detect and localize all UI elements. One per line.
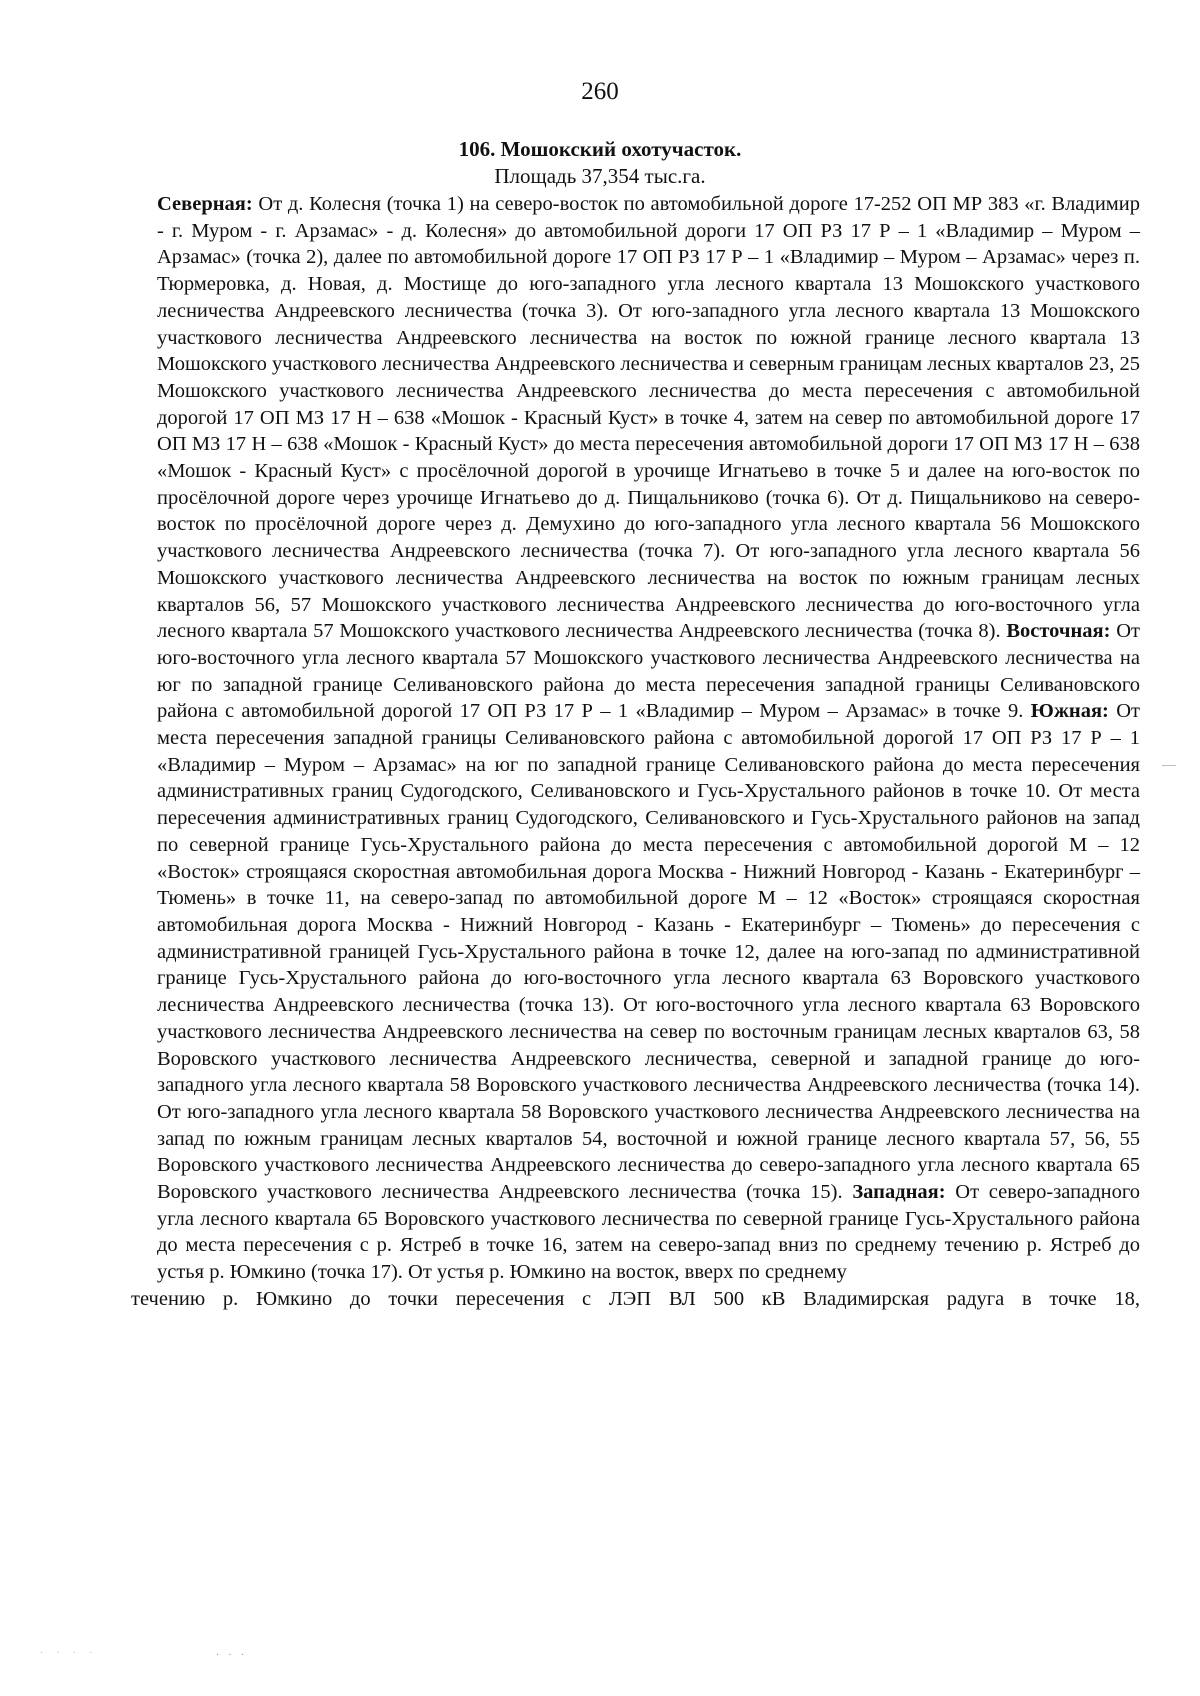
south-boundary-label: Южная:: [1030, 700, 1109, 723]
north-boundary-text: От д. Колесня (точка 1) на северо-восток по автомобильной дороге 17-252 ОП МР 383 «г. Владимир - г. Муром - г. Арзамас» - д. Колесня» до автомобильной дороги 17 ОП РЗ 17 Р – 1 «Владимир – Муром – Арзамас» (точка 2), далее по автомобильной дороге 17 ОП РЗ 17 Р – 1 «Владимир – Муром – Арзамас» через п. Тюрмеровка, д. Новая, д. Мостище до юго-западного угла лесного квартала 13 Мошокского участкового лесничества Андреевского лесничества (точка 3). От юго-западного угла лесного квартала 13 Мошокского участкового лесничества Андреевского лесничества на восток по южной границе лесного квартала 13 Мошокского участкового лесничества Андреевского лесничества и северным границам лесных кварталов 23, 25 Мошокского участкового лесничества Андреевского лесничества до места пересечения с автомобильной дорогой 17 ОП МЗ 17 Н – 638 «Мошок - Красный Куст» в точке 4, затем на север по автомобильной дороге 17 ОП МЗ 17 Н – 638 «Мошок - Красный Куст» до места пересечения автомобильной дороги 17 ОП МЗ 17 Н – 638 «Мошок - Красный Куст» с просёлочной дорогой в урочище Игнатьево в точке 5 и далее на юго-восток по просёлочной дороге через урочище Игнатьево до д. Пищальниково (точка 6). От д. Пищальниково на северо-восток по просёлочной дороге через д. Демухино до юго-западного угла лесного квартала 56 Мошокского участкового лесничества Андреевского лесничества (точка 7). От юго-западного угла лесного квартала 56 Мошокского участкового лесничества Андреевского лесничества на восток по южным границам лесных кварталов 56, 57 Мошокского участкового лесничества Андреевского лесничества до юго-восточного угла лесного квартала 57 Мошокского участкового лесничества Андреевского лесничества (точка 8).: [157, 193, 1140, 643]
west-boundary-text: От северо-западного угла лесного квартала 65 Воровского участкового лесничества по северной границе Гусь-Хрустального района до места пересечения с р. Ястреб в точке 16, затем на северо-запад вниз по среднему течению р. Ястреб до устья р. Юмкино (точка 17). От устья р. Юмкино на восток, вверх по среднему: [157, 1181, 1140, 1284]
west-boundary-label: Западная:: [852, 1181, 946, 1204]
last-line: течению р. Юмкино до точки пересечения с ЛЭП ВЛ 500 кВ Владимирская радуга в точке 18,: [131, 1287, 1140, 1310]
north-boundary-label: Северная:: [157, 193, 253, 215]
section-title: 106. Мошокский охотучасток.: [458, 137, 742, 161]
boundary-description: [131, 191, 1140, 1313]
scan-artifact-dash: [1162, 765, 1176, 766]
scan-artifact-dots-left: · · · ·: [40, 1648, 98, 1659]
area-line: Площадь 37,354 тыс.га.: [494, 164, 706, 188]
south-boundary-text: От места пересечения западной границы Селивановского района с автомобильной дорогой 17 ОП РЗ 17 Р – 1 «Владимир – Муром – Арзамас» на юг по западной границе Селивановского района до места пересечения административных границ Судогодского, Селивановского и Гусь-Хрустального районов в точке 10. От места пересечения административных границ Судогодского, Селивановского и Гусь-Хрустального районов на запад по северной границе Гусь-Хрустального района до места пересечения с автомобильной дорогой М – 12 «Восток» строящаяся скоростная автомобильная дорога Москва - Нижний Новгород - Казань - Екатеринбург – Тюмень» в точке 11, на северо-запад по автомобильной дороге М – 12 «Восток» строящаяся скоростная автомобильная дорога Москва - Нижний Новгород - Казань - Екатеринбург – Тюмень» до пересечения с административной границей Гусь-Хрустального района в точке 12, далее на юго-запад по административной границе Гусь-Хрустального района до юго-восточного угла лесного квартала 63 Воровского участкового лесничества Андреевского лесничества (точка 13). От юго-восточного угла лесного квартала 63 Воровского участкового лесничества Андреевского лесничества на север по восточным границам лесных кварталов 63, 58 Воровского участкового лесничества Андреевского лесничества, северной и западной границе до юго-западного угла лесного квартала 58 Воровского участкового лесничества Андреевского лесничества (точка 14). От юго-западного угла лесного квартала 58 Воровского участкового лесничества Андреевского лесничества на запад по южным границам лесных кварталов 54, восточной и южной границе лесного квартала 57, 56, 55 Воровского участкового лесничества Андреевского лесничества до северо-западного угла лесного квартала 65 Воровского участкового лесничества Андреевского лесничества (точка 15).: [157, 700, 1140, 1204]
east-boundary-label: Восточная:: [1006, 620, 1111, 643]
east-boundary-text: От юго-восточного угла лесного квартала 57 Мошокского участкового лесничества Андреевского лесничества на юг по западной границе Селивановского района до места пересечения западной границы Селивановского района с автомобильной дорогой 17 ОП РЗ 17 Р – 1 «Владимир – Муром – Арзамас» в точке 9.: [157, 620, 1140, 723]
page-number: 260: [581, 78, 619, 105]
scan-artifact-dots-mid: · · ·: [216, 1650, 247, 1661]
